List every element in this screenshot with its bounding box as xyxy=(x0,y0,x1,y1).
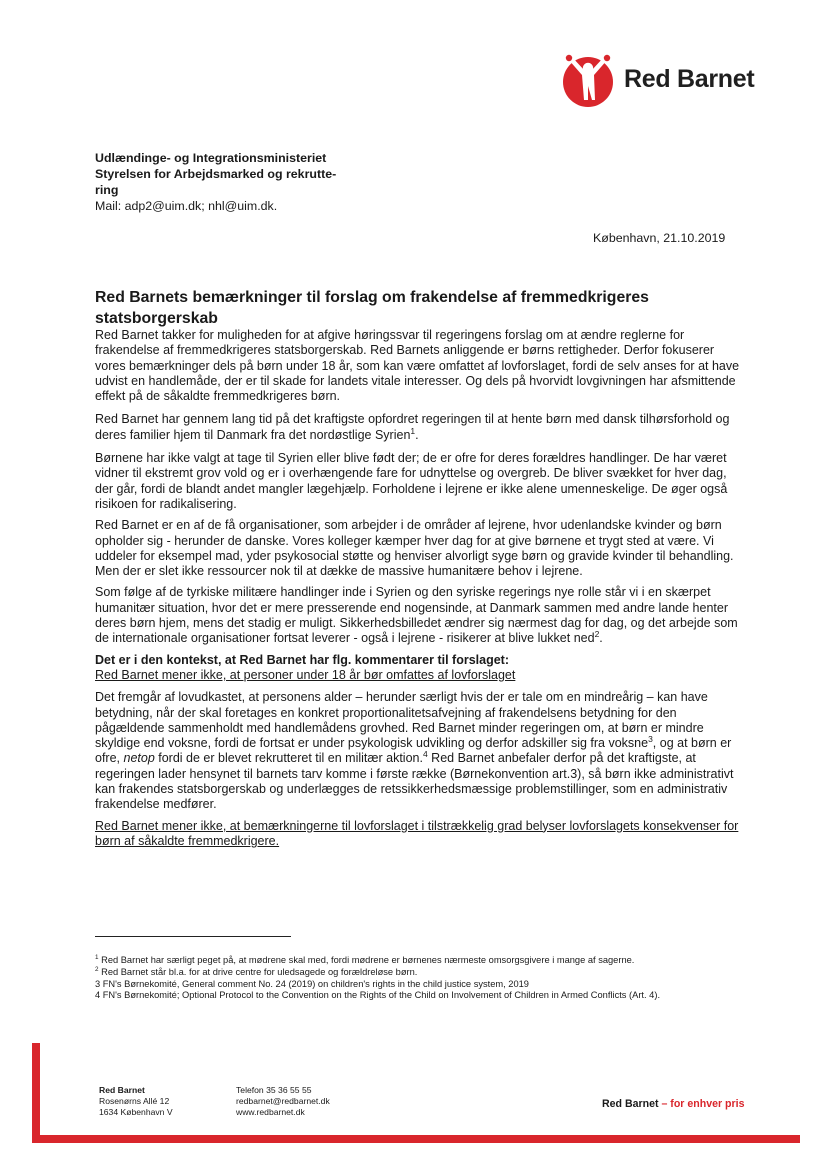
paragraph-repatriation-text: Red Barnet har gennem lang tid på det kraftigste opfordret regeringen til at hente børn med dansk tilhørsforhold og deres familier hjem til Danmark fra det nordøstlige Syrien xyxy=(95,412,730,442)
footnote-ref-2: 2 xyxy=(594,629,600,640)
paragraph-situation xyxy=(95,585,745,646)
paragraph-age-c: fordi de er blevet rekrutteret til en militær aktion. xyxy=(154,751,423,766)
footnote-1-text: Red Barnet har særligt peget på, at mødrene skal med, fordi mødrene er børnenes nærmeste omsorgsgivere i mange af sagerne. xyxy=(98,955,635,965)
footer-city: 1634 København V xyxy=(99,1107,173,1118)
paragraph-situation-text: Som følge af de tyrkiske militære handlinger inde i Syrien og den syriske regerings nye rolle står vi i en skærpet humanitær situation, hvor det er mere presserende end nogensinde, at Danmark sammen med andre lande henter deres børn hjem, mens det stadig er muligt. Sikkerhedsbilledet ændrer sig nærmest dag for dag, og det arbejde som de internationale organisationer fortsat leverer - også i lejrene - risikerer at blive lukket ned xyxy=(95,585,738,646)
logo-wordmark: Red Barnet xyxy=(624,65,755,93)
letter-date: København, 21.10.2019 xyxy=(593,231,726,245)
paragraph-age xyxy=(95,690,745,812)
footer-contact xyxy=(236,1085,330,1119)
letter-body xyxy=(95,328,745,856)
recipient-block xyxy=(95,150,395,214)
footnote-2-mark: 2 xyxy=(95,965,99,973)
paragraph-age-a: Det fremgår af lovudkastet, at personens alder – herunder særligt hvis der er tale om en mindreårig – kan have betydning, når der skal foretages en konkret proportionalitetsafvejning af frakendelsens betydning for den pågældende sammenholdt med handlemådens grovhed. Red Barnet minder regeringen om, at børn er mindre skyldige end voksne, fordi de fortsat er under psykologisk udvikling og derfor adskiller sig fra voksne xyxy=(95,690,708,751)
comments-subheading: Det er i den kontekst, at Red Barnet har flg. kommentarer til forslaget: xyxy=(95,652,509,667)
footnote-2 xyxy=(95,967,745,979)
title-line-2: statsborgerskab xyxy=(95,310,218,327)
footer-red-bar-bottom xyxy=(32,1135,800,1143)
footer-email: redbarnet@redbarnet.dk xyxy=(236,1096,330,1107)
tagline-slogan: – for enhver pris xyxy=(658,1098,745,1110)
footnote-ref-3: 3 xyxy=(648,733,653,744)
footnote-3: 3 FN's Børnekomité, General comment No. 24 (2019) on children's rights in the child justice system, 2019 xyxy=(95,978,529,989)
footnote-1 xyxy=(95,955,745,967)
footnote-separator xyxy=(95,936,291,937)
footer-phone: Telefon 35 36 55 55 xyxy=(236,1085,312,1095)
footnote-ref-4: 4 xyxy=(422,749,428,760)
paragraph-age-d: Red Barnet anbefaler derfor på det kraftigste, at regeringen lader hensynet til barnets tarv komme i første række (Børnekonvention art.3), så børn ikke administrativt kan frakendes statsborgerskab og underlægges de retssikkerhedsmæssige problemstillinger, som en administrativ frakendelse medfører. xyxy=(95,751,734,812)
recipient-agency-cont: ring xyxy=(95,183,119,197)
document-title xyxy=(95,287,735,329)
red-barnet-logo-icon xyxy=(560,50,616,110)
recipient-agency: Styrelsen for Arbejdsmarked og rekrutte- xyxy=(95,167,337,181)
recipient-mail: Mail: adp2@uim.dk; nhl@uim.dk. xyxy=(95,199,278,213)
footer-tagline xyxy=(602,1098,744,1110)
paragraph-repatriation-end: . xyxy=(415,427,419,442)
tagline-org: Red Barnet xyxy=(602,1098,659,1110)
footer-org-name: Red Barnet xyxy=(99,1085,145,1095)
footnote-2-text: Red Barnet står bl.a. for at drive centre for uledsagede og forældreløse børn. xyxy=(98,966,418,977)
point-2-heading: Red Barnet mener ikke, at bemærkningerne til lovforslaget i tilstrækkelig grad belyser lovforslagets konsekvenser for børn af såkaldte fremmedkrigere. xyxy=(95,818,739,848)
red-barnet-logo xyxy=(560,50,766,110)
paragraph-organisation-work: Red Barnet er en af de få organisationer, som arbejder i de områder af lejrene, hvor udenlandske kvinder og børn opholder sig - herunder de danske. Vores kolleger kæmper hver dag for at give børnene et trygt sted at være. Vi uddeler for eksempel mad, yder psykosocial støtte og henviser alvorligt syge børn og gravide kvinder til behandling. Men der er slet ikke ressourcer nok til at dække de massive humanitære behov i lejrene. xyxy=(95,518,734,579)
paragraph-age-b: , og at børn er ofre, xyxy=(95,736,732,766)
paragraph-age-emphasis: netop xyxy=(123,751,155,766)
point-1-heading: Red Barnet mener ikke, at personer under 18 år bør omfattes af lovforslaget xyxy=(95,667,516,682)
footnote-1-mark: 1 xyxy=(95,953,99,961)
title-line-1: Red Barnets bemærkninger til forslag om frakendelse af fremmedkrigeres xyxy=(95,289,649,306)
paragraph-repatriation xyxy=(95,412,745,443)
footnote-ref-1: 1 xyxy=(410,425,416,436)
footnote-4: 4 FN's Børnekomité; Optional Protocol to the Convention on the Rights of the Child on Involvement of Children in Armed Conflicts (Art. 4). xyxy=(95,990,661,1001)
paragraph-intro: Red Barnet takker for muligheden for at afgive høringssvar til regeringens forslag om at ændre reglerne for frakendelse af fremmedkrigeres statsborgerskab. Red Barnets anliggende er børns rettigheder. Derfor fokuserer vores bemærkninger dels på børn under 18 år, som kan være omfattet af lovforslaget, fordi de selv anses for at have udvist en handlemåde, der er til skade for landets vitale interesser. Og dels på hvorvidt lovgivningen har afsmittende effekt på de såkaldte fremmedkrigeres børn. xyxy=(95,328,740,404)
recipient-ministry: Udlændinge- og Integrationsministeriet xyxy=(95,151,327,165)
footer-street: Rosenørns Allé 12 xyxy=(99,1096,170,1107)
footer-website: www.redbarnet.dk xyxy=(236,1107,305,1118)
footer-address xyxy=(99,1085,173,1119)
footnotes xyxy=(95,955,745,1002)
paragraph-children-victims: Børnene har ikke valgt at tage til Syrien eller blive født der; de er ofre for deres forældres handlinger. De har været vidner til ekstremt grov vold og er i overhængende fare for udnyttelse og overgreb. De bliver svækket for hver dag, der går, fordi de blandt andet mangler lægehjælp. Forholdene i lejrene er ikke alene umenneskelige. De øger også risikoen for radikalisering. xyxy=(95,451,728,511)
paragraph-situation-end: . xyxy=(599,631,603,646)
footer-red-bar-left xyxy=(32,1043,40,1143)
